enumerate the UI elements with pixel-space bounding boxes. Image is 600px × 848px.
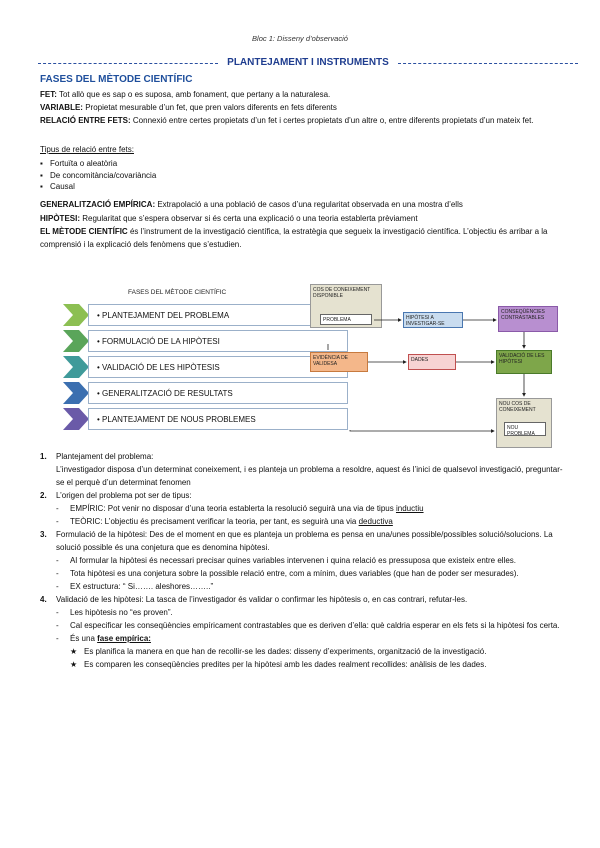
list-item-1-text: L’investigador disposa d’un determinat coneixement, i es planteja un problema a resoldre, aquest és l’inici de qualsevol investigació, preguntar-se el perquè d’un determinat fenomen (56, 465, 563, 487)
list-item: ▪ De concomitància/covariància (40, 170, 340, 182)
list-item-3-c: - EX estructura: “ Si……. aleshores……..” (56, 582, 214, 591)
box-cos-coneixement: COS DE CONEIXEMENT DISPONIBLE (310, 284, 382, 328)
def-hipotesi: HIPÒTESI: Regularitat que s’espera observar si és certa una explicació o una teoria establerta prèviament (40, 214, 418, 223)
list-item-2-b: - TEÒRIC: L’objectiu és precisament verificar la teoria, per tant, es seguirà una via deductiva (56, 517, 393, 526)
def-relacio: RELACIÓ ENTRE FETS: Connexió entre certes propietats d’un fet i certes propietats d’un altre o, entre diferents propietats d’un mateix fet. (40, 116, 534, 125)
list-item-3-b: - Tota hipòtesi es una conjetura sobre la possible relació entre, com a mínim, dues variables (que han de poder ser mesurades). (56, 569, 519, 578)
box-nou-coneixement: NOU COS DE CONEIXEMENT (496, 398, 552, 448)
page-header: Bloc 1: Disseny d’observació (252, 34, 348, 43)
diagram-step-1: • PLANTEJAMENT DEL PROBLEMA (88, 304, 348, 326)
diagram-arrows (58, 284, 578, 444)
list-item: ▪ Fortuïta o aleatòria (40, 158, 340, 170)
list-item-4-star-2: ★ Es comparen les conseqüències predites per la hipòtesi amb les dades realment recollides: anàlisis de les dades. (70, 660, 487, 669)
list-item-3-a: - Al formular la hipòtesi és necessari precisar quines variables intervenen i quina relació es pressuposa que existeix entre elles. (56, 556, 517, 565)
star-icon: ★ (70, 647, 78, 656)
list-item-2-a: - EMPÍRIC: Pot venir no disposar d’una teoria establerta la resolució seguirà una via de tipus inductiu (56, 504, 424, 513)
list-item-2: 2. L’origen del problema pot ser de tipus: (40, 491, 192, 500)
diagram-step-5: • PLANTEJAMENT DE NOUS PROBLEMES (88, 408, 348, 430)
box-dades: DADES (408, 354, 456, 370)
diagram-step-2: • FORMULACIÓ DE LA HIPÒTESI (88, 330, 348, 352)
list-item-4: 4. Validació de les hipòtesi: La tasca de l’investigador és validar o confirmar les hipòtesis o, en cas contrari, refutar-les. (40, 595, 468, 604)
def-fet: FET: Tot allò que es sap o es suposa, amb fonament, que pertany a la naturalesa. (40, 90, 331, 99)
numbered-list (40, 450, 568, 671)
method-diagram (58, 284, 578, 444)
section-title-bar (38, 57, 578, 69)
diagram-step-3: • VALIDACIÓ DE LES HIPÒTESIS (88, 356, 348, 378)
box-nou-problema: NOU PROBLEMA (504, 422, 546, 436)
list-item: ▪ Causal (40, 181, 340, 193)
star-icon: ★ (70, 660, 78, 669)
section-title: PLANTEJAMENT I INSTRUMENTS (38, 57, 578, 68)
box-problema: PROBLEMA (320, 314, 372, 325)
list-item-4-a: - Les hipòtesis no “es proven”. (56, 608, 173, 617)
box-hipotesi: HIPÒTESI A INVESTIGAR-SE (403, 312, 463, 328)
list-item-4-star-1: ★ Es planifica la manera en que han de recollir-se les dades: disseny d’experiments, organització de la investigació. (70, 647, 487, 656)
tipus-title: Tipus de relació entre fets: (40, 145, 134, 154)
def-metode: EL MÈTODE CIENTÍFIC és l’instrument de la investigació científica, la estratègia que segueix la investigació científica. L’objectiu és arribar a la comprensió i la explicació dels fenòmens que s’estudien. (40, 227, 548, 249)
box-validacio: VALIDACIÓ DE LES HIPÒTESI (496, 350, 552, 374)
list-item-4-c: - És una fase empírica: (56, 634, 151, 643)
diagram-step-4: • GENERALITZACIÓ DE RESULTATS (88, 382, 348, 404)
list-item-4-b: - Cal especificar les conseqüències empíricament contrastables que es deriven d’ella: què caldria esperar en els fets si la hipòtesi fos certa. (56, 621, 560, 630)
def-generalitzacio: GENERALITZACIÓ EMPÍRICA: Extrapolació a una població de casos d’una regularitat observada en una mostra d’ells (40, 200, 463, 209)
diagram-title: FASES DEL MÈTODE CIENTÍFIC (128, 289, 227, 296)
list-item-3: 3. Formulació de la hipòtesi: Des de el moment en que es planteja un problema es pensa en una/unes possible/possibles solució/solucions. La solució possible és una conjetura que es denomina hipòtesi. (40, 530, 553, 552)
box-evidencia: EVIDÈNCIA DE VALIDESA (310, 352, 368, 372)
box-consequencies: CONSEQÜÈNCIES CONTRASTABLES (498, 306, 558, 332)
list-item-1: 1. Plantejament del problema: (40, 452, 154, 461)
tipus-list (40, 158, 340, 193)
def-variable: VARIABLE: Propietat mesurable d’un fet, que pren valors diferents en fets diferents (40, 103, 337, 112)
fases-heading: FASES DEL MÈTODE CIENTÍFIC (40, 74, 193, 85)
